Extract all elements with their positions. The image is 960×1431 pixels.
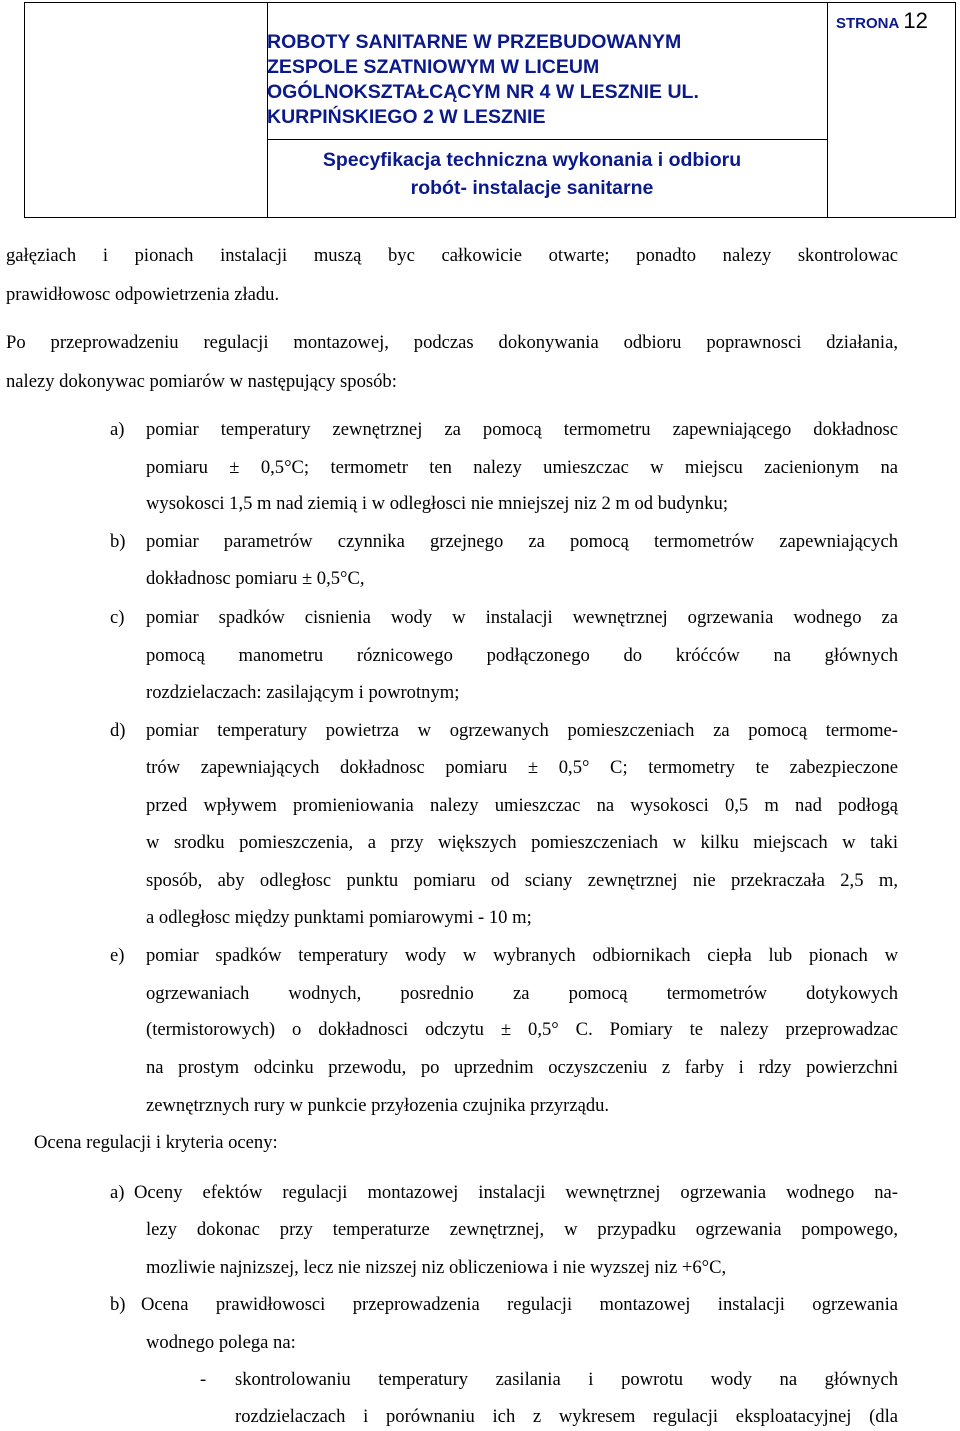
list-item-line: pomiaru ± 0,5°C; termometr ten nalezy umieszczac w miejscu zacienionym na: [146, 457, 898, 478]
body-line: prawidłowosc odpowietrzenia zładu.: [6, 284, 280, 305]
list-marker: d): [110, 720, 126, 741]
document-subtitle: [267, 146, 797, 202]
list-marker: c): [110, 607, 125, 628]
section-heading: Ocena regulacji i kryteria oceny:: [34, 1132, 278, 1153]
header-border: [24, 3, 25, 217]
body-line: gałęziach i pionach instalacji muszą byc całkowicie otwarte; ponadto nalezy skontrolowac: [6, 245, 898, 266]
list-marker: e): [110, 945, 125, 966]
list-item-line: w srodku pomieszczenia, a przy większych pomieszczeniach w kilku miejscach w taki: [146, 832, 898, 853]
page-number: 12: [903, 8, 928, 33]
list-item-line: pomiar spadków temperatury wody w wybranych odbiornikach ciepła lub pionach w: [146, 945, 898, 966]
list-item-line: wysokosci 1,5 m nad ziemią i w odległosci nie mniejszej niz 2 m od budynku;: [146, 493, 728, 514]
list-item-line: przed wpływem promieniowania nalezy umieszczac na wysokosci 0,5 m nad podłogą: [146, 795, 898, 816]
list-item-line: Oceny efektów regulacji montazowej instalacji wewnętrznej ogrzewania wodnego na-: [134, 1182, 898, 1203]
page-indicator: [836, 8, 928, 34]
list-item-line: pomiar temperatury zewnętrznej za pomocą termometru zapewniającego dokładnosc: [146, 419, 898, 440]
list-item-line: pomiar temperatury powietrza w ogrzewanych pomieszczeniach za pomocą termome-: [146, 720, 898, 741]
list-item-line: a odległosc między punktami pomiarowymi - 10 m;: [146, 907, 532, 928]
list-item-line: (termistorowych) o dokładnosci odczytu ± 0,5° C. Pomiary te nalezy przeprowadzac: [146, 1019, 898, 1040]
list-marker: b): [110, 1294, 126, 1315]
list-item-line: pomocą manometru róznicowego podłączonego do króćców na głównych: [146, 645, 898, 666]
title-line: OGÓLNOKSZTAŁCĄCYM NR 4 W LESZNIE UL.: [267, 81, 699, 103]
list-marker: -: [200, 1369, 207, 1390]
list-item-line: zewnętrznych rury w punkcie przyłozenia czujnika przyrządu.: [146, 1095, 610, 1116]
list-item-line: rozdzielaczach i porównaniu ich z wykresem regulacji eksploatacyjnej (dla: [235, 1406, 898, 1427]
subtitle-line: robót- instalacje sanitarne: [410, 177, 654, 199]
subtitle-line: Specyfikacja techniczna wykonania i odbioru: [322, 149, 742, 171]
list-item-line: Ocena prawidłowosci przeprowadzenia regulacji montazowej instalacji ogrzewania: [141, 1294, 898, 1315]
page-label: STRONA: [836, 15, 900, 32]
list-item-line: pomiar parametrów czynnika grzejnego za pomocą termometrów zapewniających: [146, 531, 898, 552]
title-line: KURPIŃSKIEGO 2 W LESZNIE: [267, 106, 546, 128]
list-marker: a): [110, 1182, 125, 1203]
list-item-line: trów zapewniających dokładnosc pomiaru ± 0,5° C; termometry te zabezpieczone: [146, 757, 898, 778]
body-line: nalezy dokonywac pomiarów w następujący sposób:: [6, 371, 397, 392]
list-marker: b): [110, 531, 126, 552]
header-border: [827, 3, 828, 217]
list-item-line: pomiar spadków cisnienia wody w instalacji wewnętrznej ogrzewania wodnego za: [146, 607, 898, 628]
header-divider: [267, 139, 827, 140]
list-marker: a): [110, 419, 125, 440]
body-line: Po przeprowadzeniu regulacji montazowej, podczas dokonywania odbioru poprawnosci działania,: [6, 332, 898, 353]
title-line: ROBOTY SANITARNE W PRZEBUDOWANYM: [267, 31, 682, 53]
list-item-line: dokładnosc pomiaru ± 0,5°C,: [146, 568, 365, 589]
title-line: ZESPOLE SZATNIOWYM W LICEUM: [267, 56, 600, 78]
list-item-line: wodnego polega na:: [146, 1332, 296, 1353]
list-item-line: skontrolowaniu temperatury zasilania i powrotu wody na głównych: [235, 1369, 898, 1390]
header-border: [955, 3, 956, 217]
list-item-line: lezy dokonac przy temperaturze zewnętrznej, w przypadku ogrzewania pompowego,: [146, 1219, 898, 1240]
document-title: [267, 30, 797, 130]
list-item-line: sposób, aby odległosc punktu pomiaru od sciany zewnętrznej nie przekraczała 2,5 m,: [146, 870, 898, 891]
list-item-line: na prostym odcinku przewodu, po uprzednim oczyszczeniu z farby i rdzy powierzchni: [146, 1057, 898, 1078]
list-item-line: rozdzielaczach: zasilającym i powrotnym;: [146, 682, 460, 703]
list-item-line: ogrzewaniach wodnych, posrednio za pomocą termometrów dotykowych: [146, 983, 898, 1004]
list-item-line: mozliwie najnizszej, lecz nie nizszej niz obliczeniowa i nie wyzszej niz +6°C,: [146, 1257, 727, 1278]
